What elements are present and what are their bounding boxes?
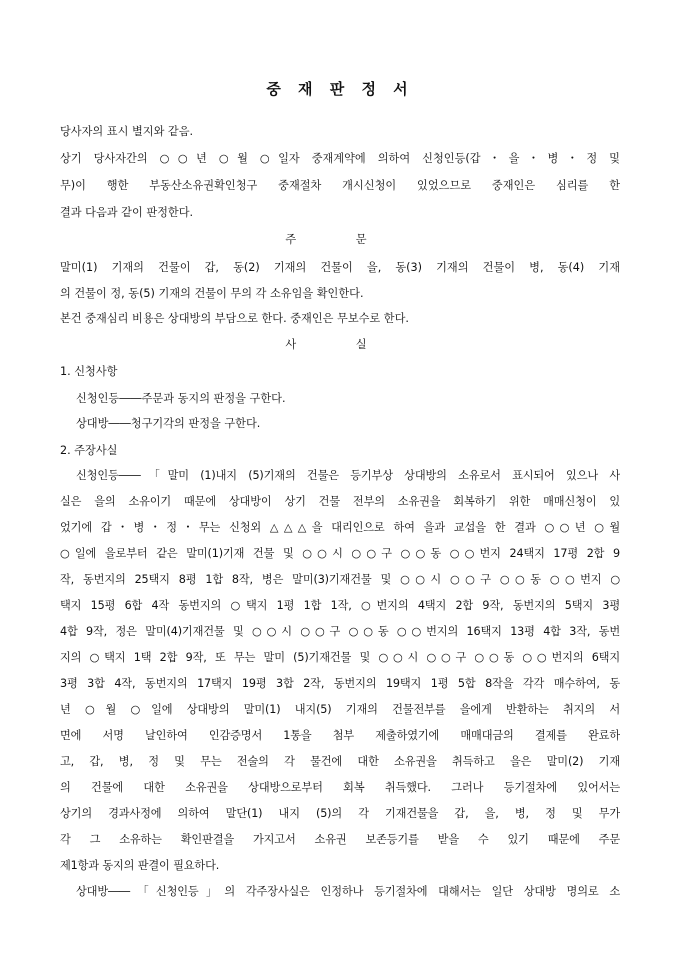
main-text-line: 말미(1) 기재의 건물이 갑, 동(2) 기재의 건물이 을, 동(3) 기재의 건물이 병, 동(4) 기재 <box>60 261 620 274</box>
facts-line: 었기에 갑・병・정・무는 신청외 △△△을 대리인으로 하여 을과 교섭을 한 결과 ○○년 ○월 <box>60 521 620 534</box>
intro-line: 결과 다음과 같이 판정한다. <box>60 206 194 219</box>
facts-line: 의 건물에 대한 소유권을 상대방으로부터 회복 취득했다. 그러나 등기절차에 있어서는 <box>60 781 620 794</box>
facts-line: 3평 3합 4작, 동번지의 17택지 19평 3합 2작, 동번지의 19택지 1평 5합 8작을 각각 매수하여, 동 <box>60 677 620 690</box>
facts-line: ○일에 을로부터 같은 말미(1)기재 건물 및 ○○시 ○○구 ○○동 ○○번지 24택지 17평 2합 9 <box>60 547 620 560</box>
facts-item-heading: 2. 주장사실 <box>60 444 118 457</box>
facts-line: 각 그 소유하는 확인판결을 가지고서 소유권 보존등기를 받을 수 있기 때문에 주문 <box>60 833 620 846</box>
facts-line: 지의 ○택지 1택 2합 9작, 또 무는 말미 (5)기재건물 및 ○○시 ○○구 ○○동 ○○번지의 6택지 <box>60 651 620 664</box>
facts-line: 상대방――「신청인등」의 각주장사실은 인정하나 등기절차에 대해서는 일단 상대방 명의로 소 <box>76 885 620 898</box>
facts-line: 4합 9작, 정은 말미(4)기재건물 및 ○○시 ○○구 ○○동 ○○번지의 16택지 13평 4합 3작, 동번 <box>60 625 620 638</box>
facts-line: 택지 15평 6합 4작 동번지의 ○택지 1평 1합 1작, ○번지의 4택지 2합 9작, 동번지의 5택지 3평 <box>60 599 620 612</box>
facts-line: 작, 동번지의 25택지 8평 1합 8작, 병은 말미(3)기재건물 및 ○○시 ○○구 ○○동 ○○번지 ○ <box>60 573 620 586</box>
main-text-line: 본건 중재심리 비용은 상대방의 부담으로 한다. 중재인은 무보수로 한다. <box>60 312 409 325</box>
intro-line: 상기 당사자간의 ○○년 ○월 ○일자 중재계약에 의하여 신청인등(갑・을・병・정 및 <box>60 152 620 165</box>
intro-line: 무)이 행한 부동산소유권확인청구 중재절차 개시신청이 있었으므로 중재인은 심리를 한 <box>60 179 620 192</box>
facts-line: 고, 갑, 병, 정 및 무는 전술의 각 물건에 대한 소유권을 취득하고 을은 말미(2) 기재 <box>60 755 620 768</box>
facts-line: 신청인등――주문과 동지의 판정을 구한다. <box>76 392 286 405</box>
facts-line: 제1항과 동지의 판결이 필요하다. <box>60 859 220 872</box>
facts-line: 신청인등――「말미 (1)내지 (5)기재의 건물은 등기부상 상대방의 소유로서 표시되어 있으나 사 <box>76 469 620 482</box>
facts-line: 상대방――청구기각의 판정을 구한다. <box>76 417 261 430</box>
facts-line: 면에 서명 날인하여 인감증명서 1통을 첨부 제출하였기에 매매대금의 결제를 완료하 <box>60 729 620 742</box>
facts-line: 실은 을의 소유이기 때문에 상대방이 상기 건물 전부의 소유권을 회복하기 위한 매매신청이 있 <box>60 495 620 508</box>
document-title: 중 재 판 정 서 <box>266 80 414 98</box>
facts-line: 년 ○월 ○일에 상대방의 말미(1) 내지(5) 기재의 건물전부를 을에게 반환하는 취지의 서 <box>60 703 620 716</box>
facts-item-heading: 1. 신청사항 <box>60 365 118 378</box>
intro-line: 당사자의 표시 별지와 같음. <box>60 125 194 138</box>
section-heading-facts: 사 실 <box>285 338 395 351</box>
section-heading-main: 주 문 <box>285 233 395 246</box>
facts-line: 상기의 경과사정에 의하여 말단(1) 내지 (5)의 각 기재건물을 갑, 을, 병, 정 및 무가 <box>60 807 620 820</box>
main-text-line: 의 건물이 정, 동(5) 기재의 건물이 무의 각 소유임을 확인한다. <box>60 287 364 300</box>
